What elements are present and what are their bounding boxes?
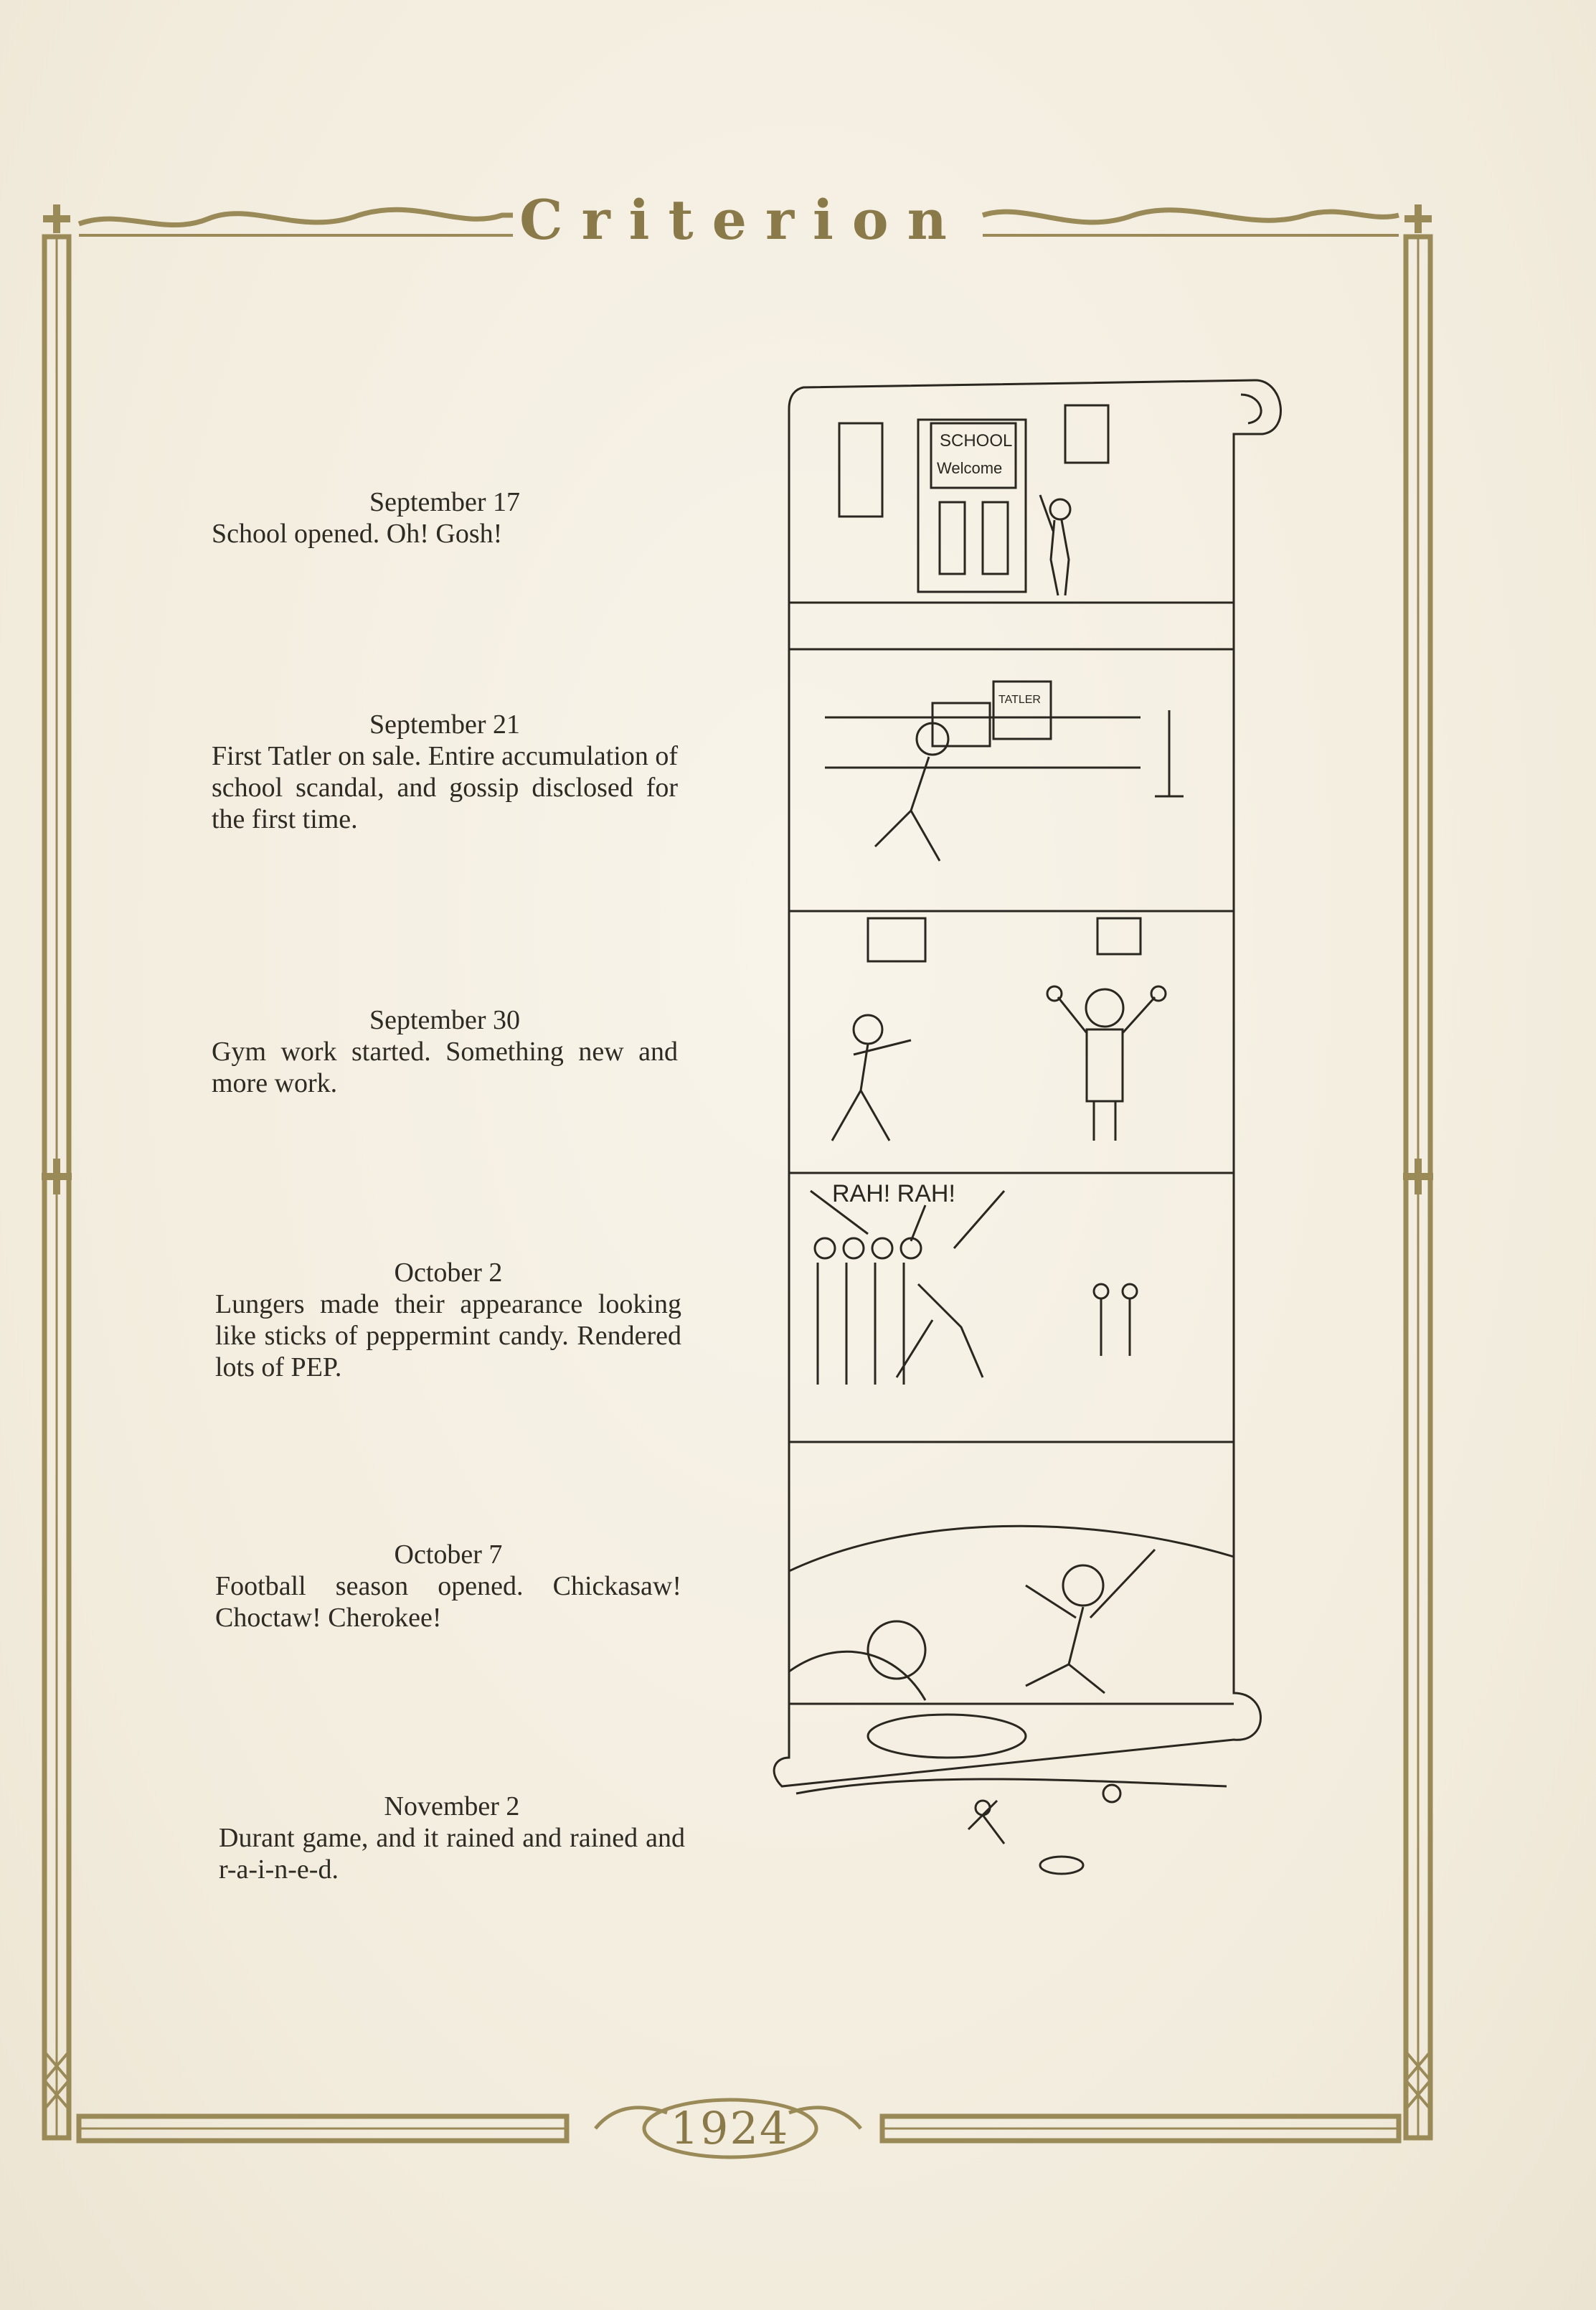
entry-date: October 2 (394, 1258, 503, 1288)
entry-text: First Tatler on sale. Entire accumulation of school scandal, and gossip disclosed for the first time. (212, 741, 678, 834)
calendar-entry (212, 486, 678, 550)
entry-text: Gym work started. Something new and more work. (212, 1037, 678, 1098)
scroll-illustration (768, 366, 1284, 1987)
year-label: 1924 (670, 2102, 790, 2154)
page-title: Criterion (519, 188, 965, 252)
entry-date: September 21 (369, 710, 520, 740)
entry-text: Durant game, and it rained and rained and r-a-i-n-e-d. (219, 1823, 685, 1885)
entry-text: Lungers made their appearance looking like sticks of peppermint candy. Rendered lots of PEP. (215, 1289, 681, 1382)
calendar-entry (212, 709, 678, 835)
newspaper-text: TATLER (998, 694, 1041, 706)
entry-date: November 2 (384, 1791, 520, 1821)
entry-date: September 30 (369, 1005, 520, 1035)
cheer-text: RAH! RAH! (832, 1180, 955, 1207)
calendar-entry (212, 1004, 678, 1099)
calendar-entry (215, 1539, 681, 1634)
sign-text-welcome: Welcome (937, 459, 1003, 477)
entry-text: School opened. Oh! Gosh! (212, 519, 503, 549)
sign-text-school: SCHOOL (940, 431, 1013, 451)
calendar-entry (219, 1791, 685, 1885)
entry-date: September 17 (369, 487, 520, 517)
entry-text: Football season opened. Chickasaw! Choctaw! Cherokee! (215, 1571, 681, 1633)
calendar-entry (215, 1257, 681, 1383)
entry-date: October 7 (394, 1540, 503, 1570)
